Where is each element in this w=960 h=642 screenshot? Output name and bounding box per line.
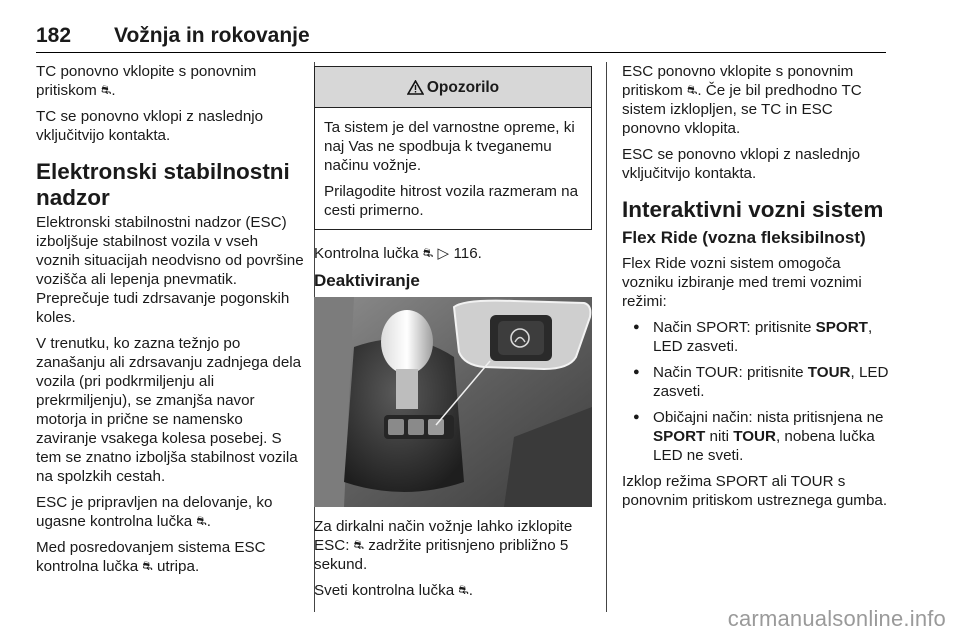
- section-heading: Elektronski stabilnostni nadzor: [36, 159, 290, 210]
- paragraph: Prilagodite hitrost vozila razmeram na cesti primerno.: [324, 183, 579, 219]
- paragraph: ESC ponovno vklopite s ponovnim pritiskom ⛐. Če je bil predhodno TC sistem izklopljen, se TC in ESC ponovno vklopita.: [622, 63, 862, 137]
- column-right: [622, 62, 890, 517]
- column-middle: [314, 62, 592, 607]
- mode-list: [622, 318, 890, 465]
- paragraph: Za dirkalni način vožnje lahko izklopite ESC: ⛐ zadržite pritisnjeno približno 5 sekund.: [314, 518, 573, 573]
- column-divider: [606, 62, 607, 612]
- paragraph: TC ponovno vklopite s ponovnim pritiskom ⛐.: [36, 63, 257, 99]
- paragraph: V trenutku, ko zazna težnjo po zanašanju ali zdrsavanju zadnjega dela vozila (pri podkrmiljenju ali prekrmiljenju), se zmanjša navor motorja in prične se namensko zaviranje vsakega kolesa posebej. S tem se znatno izboljša stabilnost vozila na spolzkih cestah.: [36, 335, 302, 485]
- esc-off-icon: ⛐: [458, 583, 469, 597]
- esc-skid-icon: ⛐: [100, 83, 112, 97]
- warning-triangle-icon: [407, 80, 424, 95]
- esc-skid-icon: ⛐: [686, 83, 698, 97]
- section-heading: Interaktivni vozni sistem: [622, 197, 884, 222]
- warning-header: [315, 67, 591, 108]
- esc-skid-icon: ⛐: [422, 246, 434, 260]
- warning-body: [315, 108, 591, 229]
- column-left: [36, 62, 304, 583]
- page-number: 182: [36, 24, 72, 47]
- paragraph: Flex Ride vozni sistem omogoča vozniku izbiranje med tremi voznimi režimi:: [622, 255, 862, 310]
- page-header: [36, 22, 886, 53]
- paragraph: TC se ponovno vklopi z naslednjo vključitvijo kontakta.: [36, 108, 264, 144]
- paragraph: Sveti kontrolna lučka ⛐.: [314, 582, 473, 599]
- esc-skid-icon: ⛐: [353, 538, 365, 552]
- warning-title: Opozorilo: [426, 78, 500, 96]
- paragraph: Ta sistem je del varnostne opreme, ki naj Vas ne spodbuja k tveganemu načinu vožnje.: [324, 119, 575, 174]
- paragraph: Med posredovanjem sistema ESC kontrolna lučka ⛐ utripa.: [36, 539, 266, 575]
- center-console-photo: [314, 297, 592, 507]
- paragraph: Izklop režima SPORT ali TOUR s ponovnim pritiskom ustreznega gumba.: [622, 473, 888, 509]
- list-item: ● Način SPORT: pritisnite SPORT, LED zasveti.: [622, 318, 890, 356]
- warning-box: [314, 66, 592, 230]
- esc-skid-icon: ⛐: [196, 514, 207, 528]
- subsection-heading: Deaktiviranje: [314, 271, 420, 290]
- list-item: ● Običajni način: nista pritisnjena ne SPORT niti TOUR, nobena lučka LED ne sveti.: [622, 408, 890, 465]
- paragraph: Kontrolna lučka ⛐ ▷ 116.: [314, 245, 482, 262]
- paragraph: ESC se ponovno vklopi z naslednjo vključitvijo kontakta.: [622, 146, 861, 182]
- watermark: carmanualsonline.info: [727, 606, 946, 631]
- subsection-heading: Flex Ride (vozna fleksibilnost): [622, 228, 866, 247]
- page-reference-icon: ▷: [437, 245, 450, 262]
- paragraph: ESC je pripravljen na delovanje, ko ugasne kontrolna lučka ⛐.: [36, 494, 273, 530]
- paragraph: Elektronski stabilnostni nadzor (ESC) izboljšuje stabilnost vozila v vseh voznih situacijah neodvisno od površine vozišča ali lepenja pnevmatik. Preprečuje tudi zdrsavanje pogonskih koles.: [36, 214, 304, 326]
- list-item: ● Način TOUR: pritisnite TOUR, LED zasveti.: [622, 363, 890, 401]
- chapter-title: Vožnja in rokovanje: [114, 24, 310, 47]
- esc-skid-icon: ⛐: [142, 559, 153, 573]
